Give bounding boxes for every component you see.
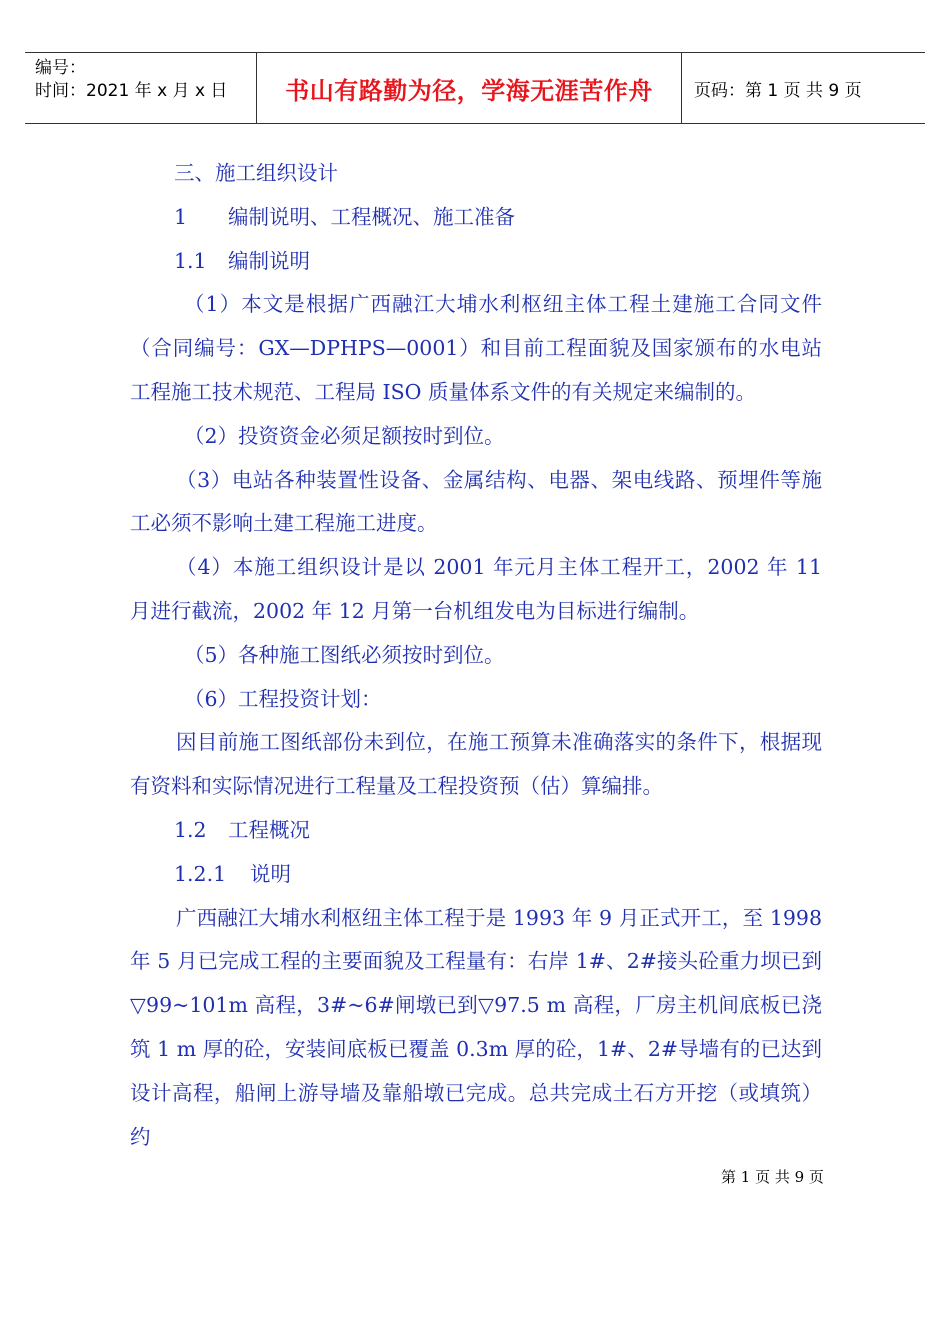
paragraph-4: （4）本施工组织设计是以 2001 年元月主体工程开工，2002 年 11 月进行截流，2002 年 12 月第一台机组发电为目标进行编制。 [130, 555, 822, 623]
header-meta-cell [25, 53, 257, 123]
section-title: 三、施工组织设计 [174, 161, 338, 185]
heading-1-number: 1 [174, 204, 188, 229]
heading-1-2-text: 工程概况 [228, 817, 310, 842]
paragraph-2: （2）投资资金必须足额按时到位。 [184, 423, 505, 448]
heading-1-2-number: 1.2 [174, 817, 207, 842]
paragraph-8: 广西融江大埔水利枢纽主体工程于是 1993 年 9 月正式开工，至 1998 年 5 月已完成工程的主要面貌及工程量有：右岸 1#、2#接头砼重力坝已到▽99~101m 高程，3#~6#闸墩已到▽97.5 m 高程，厂房主机间底板已浇筑 1 m 厚的砼，安装间底板已覆盖 0.3m 厚的砼，1#、2#导墙有的已达到设计高程，船闸上游导墙及靠船墩已完成。总共完成土石方开挖（或填筑）约 [130, 905, 822, 1149]
paragraph-7: 因目前施工图纸部份未到位，在施工预算未准确落实的条件下，根据现有资料和实际情况进行工程量及工程投资预（估）算编排。 [130, 730, 822, 799]
document-body [130, 152, 822, 1159]
document-number-label: 编号： [35, 58, 86, 78]
heading-1-2 [130, 809, 822, 853]
heading-1-2-1-text: 说明 [250, 861, 291, 886]
header-motto: 书山有路勤为径，学海无涯苦作舟 [257, 53, 682, 123]
paragraph-5: （5）各种施工图纸必须按时到位。 [184, 642, 505, 667]
heading-1-2-1-number: 1.2.1 [174, 861, 227, 886]
heading-1-1 [130, 240, 822, 284]
paragraph-3: （3）电站各种装置性设备、金属结构、电器、架电线路、预埋件等施工必须不影响土建工程施工进度。 [130, 467, 822, 536]
paragraph-1: （1）本文是根据广西融江大埔水利枢纽主体工程土建施工合同文件（合同编号：GX—DPHPS—0001）和目前工程面貌及国家颁布的水电站工程施工技术规范、工程局 ISO 质量体系文件的有关规定来编制的。 [130, 292, 822, 404]
heading-1-text: 编制说明、工程概况、施工准备 [228, 204, 515, 229]
paragraph-6: （6）工程投资计划： [184, 686, 382, 711]
header-table [25, 52, 925, 124]
heading-1 [130, 196, 822, 240]
page-footer: 第 1 页 共 9 页 [721, 1168, 824, 1186]
heading-1-1-text: 编制说明 [228, 248, 310, 273]
header-page-info: 页码：第 1 页 共 9 页 [694, 80, 862, 101]
heading-1-2-1 [130, 853, 822, 897]
heading-1-1-number: 1.1 [174, 248, 207, 273]
document-time-label: 时间：2021 年 x 月 x 日 [35, 81, 228, 101]
